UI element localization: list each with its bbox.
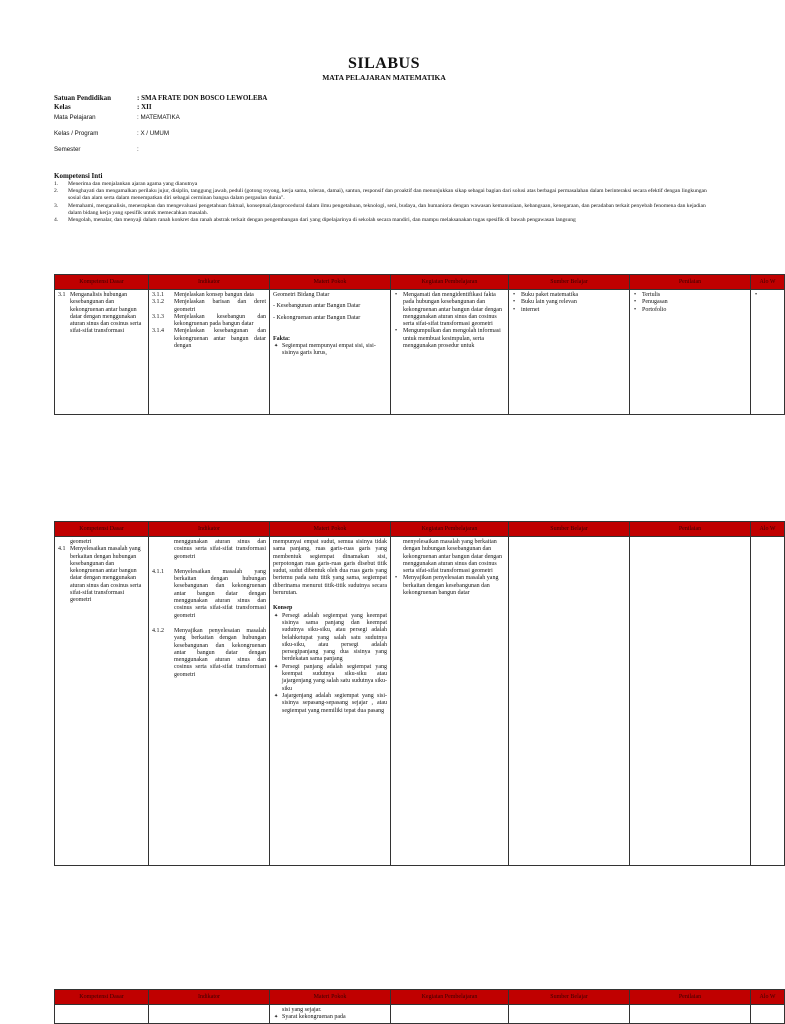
- cell-indikator: 3.1.1 Menjelaskan konsep bangun data 3.1.2 Menjelaskan barisan dan deret geometri 3.1.3 Menjelaskan kesebangun dan kekongruenan pada bangun datar 3.1.4 Menjelaskan kesebangunan dan kekongruenan antar bangun datar dengan: [149, 290, 270, 415]
- cell-materi-pokok: Geometri Bidang Datar - Kesebangunan antar Bangun Datar - Kekongruenan antar Bangun Datar Fakta: ✦ Segiempat mempunyai empat sisi, sisi-sisinya garis lurus,: [270, 290, 391, 415]
- ki-item: 3. Memahami, menganalisis, menerapkan dan mengevaluasi pengetahuan faktual, konseptual,danprocedural dalam ilmu pengetahuan, teknologi, seni, budaya, dan humaniora dengan wawasan kemanusiaan, kebangsaan, kenegaraan, dan peradaban terkait penyebab fenomena dan kejadian dalam bidang kerja yang spesifik untuk memecahkan masalah.: [54, 202, 706, 216]
- header-indikator: Indikator: [149, 990, 270, 1005]
- ki-item: 1. Menerima dan menjalankan ajaran agama yang dianutnya: [54, 181, 198, 187]
- silabus-table-3: [54, 989, 785, 1024]
- header-penilaian: Penilaian: [630, 275, 751, 290]
- cell-kompetensi-dasar: geometri 4.1 Menyelesaikan masalah yang berkaitan dengan hubungan kesebangunan dan kekongruenan antar bangun datar dengan menggunakan aturan sinus dan cosinus serta sifat-sifat transformasi geometri: [55, 537, 149, 866]
- meta-row: Kelas : XII: [54, 103, 152, 111]
- silabus-table-1: [54, 274, 785, 415]
- cell-kegiatan: • Mengamati dan mengidentifikasi fakta pada hubungan kesebangunan dan kekongruenan antar bangun datar dengan menggunakan aturan sinus dan cosinus serta sifat-sifat transformasi geometri • Mengumpulkan dan mengolah informasi untuk membuat kesimpulan, serta menggunakan prosedur untuk: [391, 290, 509, 415]
- header-penilaian: Penilaian: [630, 522, 751, 537]
- cell-penilaian: • Tertulis • Penugasan • Portofolio: [630, 290, 751, 415]
- header-kompetensi-dasar: Kompetensi Dasar: [55, 990, 149, 1005]
- cell-kegiatan: [391, 1005, 509, 1024]
- cell-penilaian: [630, 537, 751, 866]
- header-kegiatan: Kegiatan Pembelajaran: [391, 990, 509, 1005]
- cell-materi-pokok: sisi yang sejajar. ✦ Syarat kekongruenan pada: [270, 1005, 391, 1024]
- meta-row: Kelas / Program : X / UMUM: [54, 130, 169, 137]
- cell-alokasi: [751, 1005, 785, 1024]
- cell-sumber: [509, 537, 630, 866]
- meta-row: Mata Pelajaran : MATEMATIKA: [54, 114, 180, 121]
- cell-sumber: [509, 1005, 630, 1024]
- page-subtitle: MATA PELAJARAN MATEMATIKA: [322, 73, 446, 82]
- header-kompetensi-dasar: Kompetensi Dasar: [55, 275, 149, 290]
- kompetensi-inti-list: [54, 181, 718, 224]
- cell-indikator: menggunakan aturan sinus dan cosinus serta sifat-sifat transformasi geometri 4.1.1 Menyelesaikan masalah yang berkaitan dengan hubungan kesebangunan dan kekongruenan antar bangun datar dengan menggunakan aturan sinus dan cosinus serta sifat-sifat transformasi geometri 4.1.2 Menyajikan penyelesaian masalah yang berkaitan dengan hubungan kesebangunan dan kekongruenan antar bangun datar dengan menggunakan aturan sinus dan cosinus serta sifat-sifat transformasi geometri: [149, 537, 270, 866]
- header-alokasi: Alo W: [751, 522, 785, 537]
- meta-row: Satuan Pendidikan : SMA FRATE DON BOSCO LEWOLEBA: [54, 94, 268, 102]
- table-row: [55, 1005, 785, 1024]
- header-alokasi: Alo W: [751, 990, 785, 1005]
- table-header-row: [55, 275, 785, 290]
- silabus-table-2: [54, 521, 785, 866]
- header-kegiatan: Kegiatan Pembelajaran: [391, 522, 509, 537]
- kompetensi-inti-heading: Kompetensi Inti: [54, 172, 103, 180]
- header-kegiatan: Kegiatan Pembelajaran: [391, 275, 509, 290]
- ki-item: 2. Menghayati dan mengamalkan perilaku jujur, disiplin, tanggung jawab, peduli (gotong royong, kerja sama, toleran, damai), santun, responsif dan proaktif dan menunjukkan sikap sebagai bagian dari solusi atas berbagai permasalahan dalam berinteraksi secara efektif dengan lingkungan sosial dan alam serta dalam menempatkan diri sebagai cerminan bangsa dalam pergaulan dunia".: [54, 188, 707, 202]
- header-sumber: Sumber Belajar: [509, 522, 630, 537]
- cell-kompetensi-dasar: [55, 1005, 149, 1024]
- table-header-row: [55, 522, 785, 537]
- table-header-row: [55, 990, 785, 1005]
- header-materi-pokok: Materi Pokok: [270, 990, 391, 1005]
- header-materi-pokok: Materi Pokok: [270, 275, 391, 290]
- cell-alokasi: [751, 537, 785, 866]
- cell-penilaian: [630, 1005, 751, 1024]
- ki-item: 4. Mengolah, menalar, dan menyaji dalam ranah konkret dan ranah abstrak terkait dengan pengembangan dari yang dipelajarinya di sekolah secara mandiri, dan mampu melaksanakan tugas spesifik di bawah pengawasan langsung: [54, 217, 576, 224]
- header-materi-pokok: Materi Pokok: [270, 522, 391, 537]
- meta-row: Semester :: [54, 146, 139, 153]
- cell-sumber: • Buku paket matematika • Buku lain yang relevan • internet: [509, 290, 630, 415]
- header-indikator: Indikator: [149, 275, 270, 290]
- header-penilaian: Penilaian: [630, 990, 751, 1005]
- table-row: [55, 537, 785, 866]
- table-row: [55, 290, 785, 415]
- header-sumber: Sumber Belajar: [509, 990, 630, 1005]
- cell-kegiatan: menyelesaikan masalah yang berkaitan dengan hubungan kesebangunan dan kekongruenan antar bangun datar dengan menggunakan aturan sinus dan cosinus serta sifat-sifat transformasi geometri • Menyajikan penyelesaian masalah yang berkaitan dengan kesebangunan dan kekongruenan bangun datar: [391, 537, 509, 866]
- header-sumber: Sumber Belajar: [509, 275, 630, 290]
- cell-alokasi: [751, 290, 785, 415]
- header-alokasi: Alo W: [751, 275, 785, 290]
- cell-indikator: [149, 1005, 270, 1024]
- page-title: SILABUS: [348, 55, 420, 72]
- header-kompetensi-dasar: Kompetensi Dasar: [55, 522, 149, 537]
- header-indikator: Indikator: [149, 522, 270, 537]
- cell-kompetensi-dasar: 3.1 Menganalisis hubungan kesebangunan dan kekongruenan antar bangun datar dengan menggunakan aturan sinus dan cosinus serta sifat-sifat transformasi: [55, 290, 149, 415]
- cell-materi-pokok: mempunyai empat sudut, semua sisinya tidak sama panjang, ruas garis-ruas garis yang membentuk segiempat dinamakan sisi, perpotongan ruas garis-ruas garis disebut titik sudut, sudut dibentuk oleh dua ruas garis yang bertemu pada satu titik yang sama, segiempat diberinama menurut titik-titik sudutnya secara berurutan. Konsep ✦ Persegi adalah segiempat yang keempat sisinya sama panjang dan keempat sudutnya siku-siku, atau persegi adalah belahketupat yang salah satu sudutnya siku-siku, atau persegi adalah persegipanjang yang dua sisinya yang berdekatan sama panjang ✦ Persegi panjang adalah segiempat yang keempat sudutnya siku-siku atau jajargenjang yang salah satu sudutnya siku-siku ✦ Jajargenjang adalah segiempat yang sisi-sisinya sepasang-sepasang sejajar , atau segiempat yang memiliki tepat dua pasang: [270, 537, 391, 866]
